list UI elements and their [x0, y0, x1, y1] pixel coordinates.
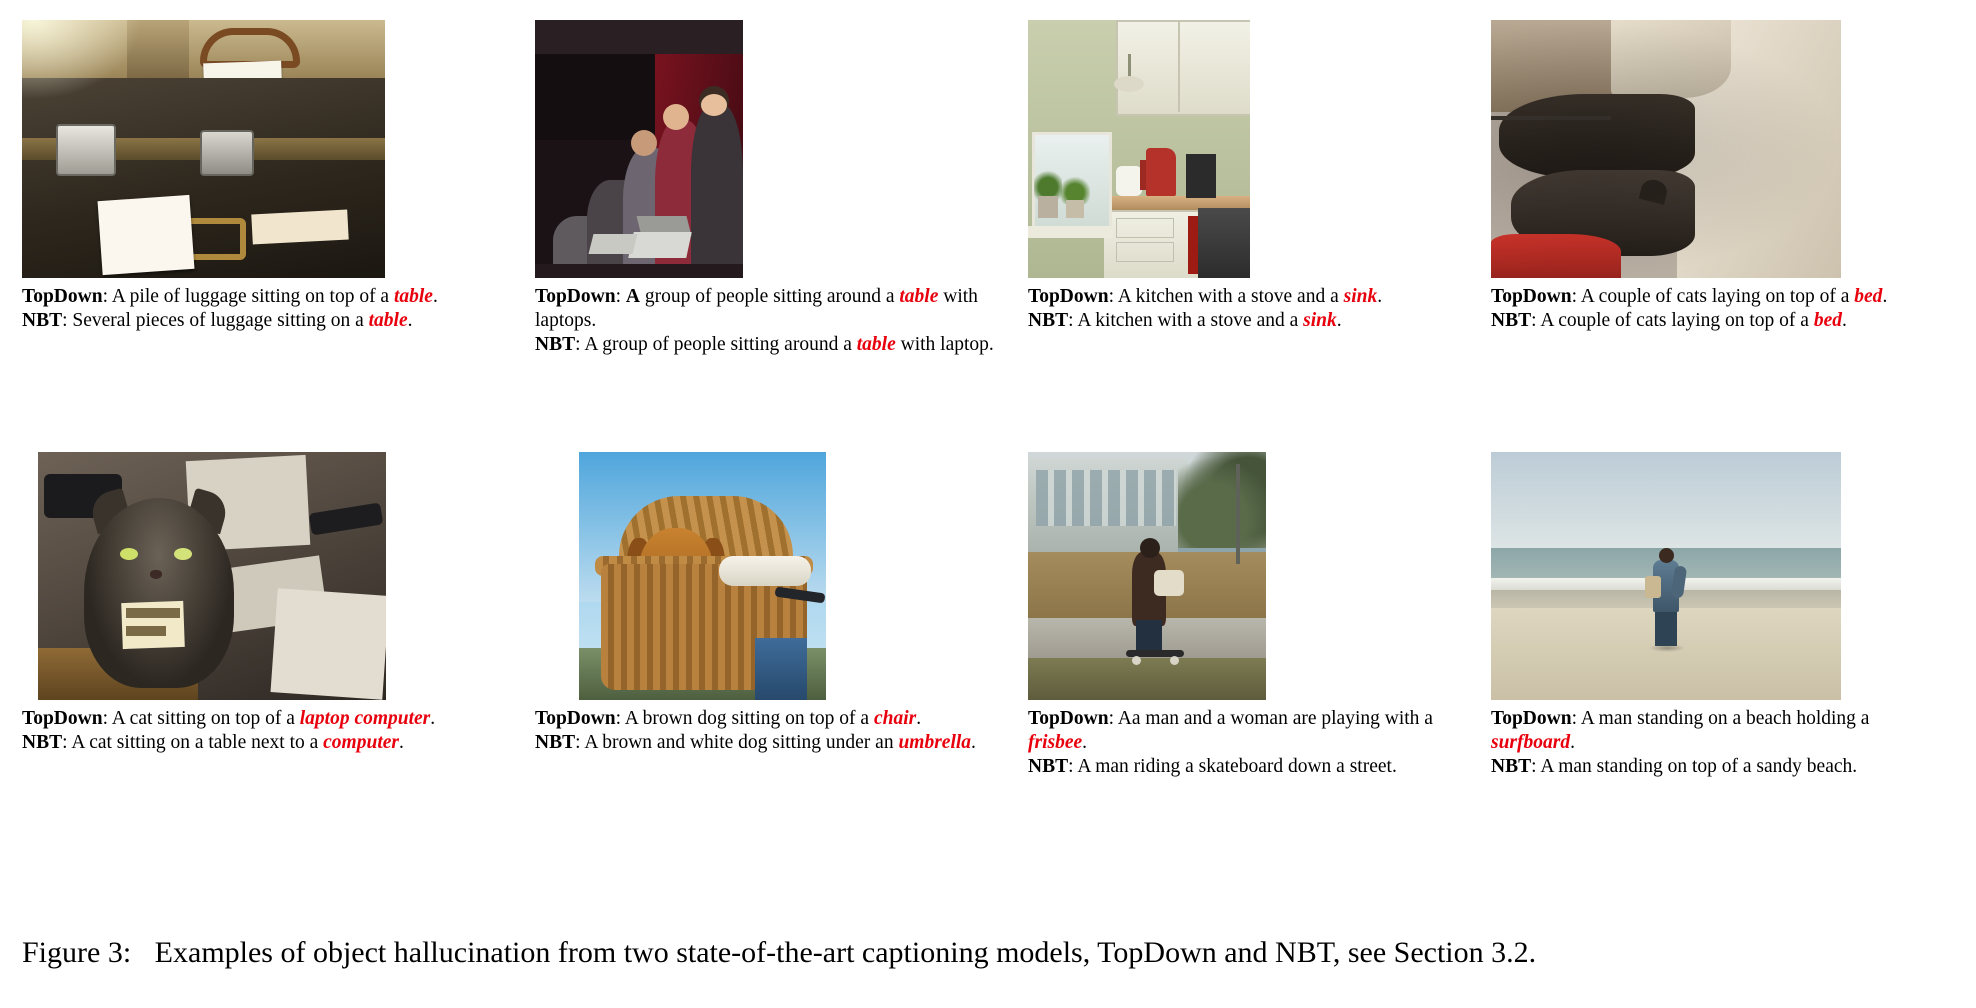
example-cell-dog-basket [535, 452, 1028, 755]
example-image-beach [1491, 452, 1841, 700]
example-image-audience [535, 20, 743, 278]
figure-caption-label: Figure 3: [22, 936, 132, 969]
caption-topdown: TopDown: A group of people sitting around a table with laptops. [535, 286, 978, 331]
example-cell-luggage [22, 20, 535, 333]
caption-topdown: TopDown: A couple of cats laying on top of a bed. [1491, 286, 1888, 307]
caption-topdown: TopDown: A cat sitting on top of a laptop computer. [22, 708, 436, 730]
example-captions-cat-desk [22, 707, 517, 755]
caption-nbt: NBT: A cat sitting on a table next to a computer. [22, 732, 404, 754]
example-cell-kitchen [1028, 20, 1491, 333]
figure-caption-text: Examples of object hallucination from two state-of-the-art captioning models, TopDown and NBT, see Section 3.2. [154, 936, 1537, 969]
caption-nbt: NBT: A kitchen with a stove and a sink. [1028, 309, 1342, 331]
caption-nbt: NBT: A group of people sitting around a table with laptop. [535, 333, 994, 355]
examples-grid [22, 20, 1954, 779]
example-image-luggage [22, 20, 385, 278]
example-image-cat-desk [38, 452, 386, 700]
figure-caption [22, 936, 1962, 970]
example-captions-audience [535, 285, 1010, 356]
caption-nbt: NBT: A brown and white dog sitting under an umbrella. [535, 732, 976, 754]
example-captions-skateboard [1028, 707, 1473, 778]
example-captions-beach [1491, 707, 1936, 778]
example-captions-luggage [22, 285, 517, 333]
caption-topdown: TopDown: A pile of luggage sitting on top of a table. [22, 286, 438, 307]
caption-topdown: TopDown: A man standing on a beach holding a surfboard. [1491, 708, 1870, 754]
example-image-cats [1491, 20, 1841, 278]
caption-nbt: NBT: A couple of cats laying on top of a bed. [1491, 309, 1847, 331]
examples-row-2 [22, 452, 1954, 778]
caption-topdown: TopDown: A brown dog sitting on top of a chair. [535, 708, 922, 730]
example-cell-cat-desk [22, 452, 535, 755]
example-cell-beach [1491, 452, 1954, 778]
examples-row-1 [22, 20, 1954, 356]
caption-nbt: NBT: Several pieces of luggage sitting on a table. [22, 309, 413, 331]
caption-topdown: TopDown: A kitchen with a stove and a sink. [1028, 286, 1383, 307]
example-image-kitchen [1028, 20, 1250, 278]
caption-nbt: NBT: A man riding a skateboard down a street. [1028, 755, 1397, 777]
example-image-dog-basket [579, 452, 826, 700]
caption-nbt: NBT: A man standing on top of a sandy beach. [1491, 755, 1858, 777]
example-cell-audience [535, 20, 1028, 356]
example-cell-skateboard [1028, 452, 1491, 778]
example-captions-dog-basket [535, 707, 1010, 755]
example-captions-kitchen [1028, 285, 1473, 333]
example-captions-cats [1491, 285, 1936, 333]
example-cell-cats [1491, 20, 1954, 333]
example-image-skateboard [1028, 452, 1266, 700]
caption-topdown: TopDown: Aa man and a woman are playing with a frisbee. [1028, 708, 1433, 754]
